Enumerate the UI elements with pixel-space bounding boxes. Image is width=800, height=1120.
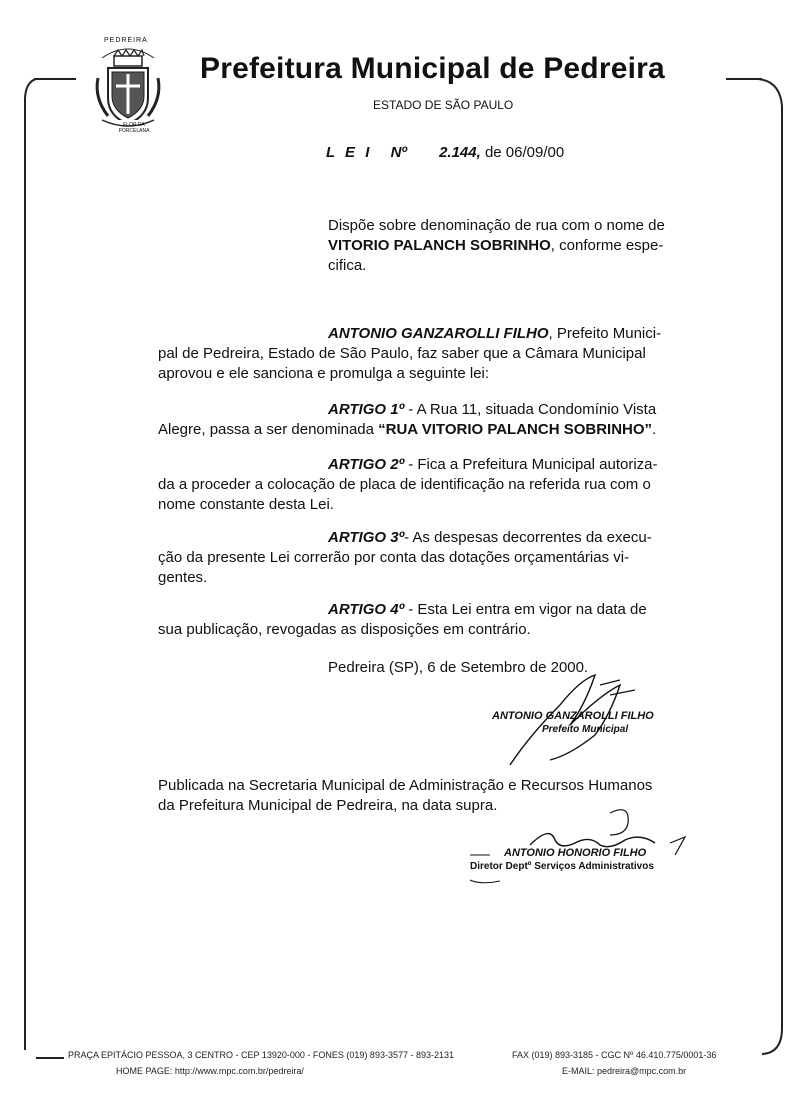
crest-bottom-text: FLOR DA PORCELANA	[118, 122, 150, 134]
page-title: Prefeitura Municipal de Pedreira	[200, 52, 665, 85]
preamble-line	[158, 324, 718, 344]
footer-email: E-MAIL: pedreira@mpc.com.br	[562, 1066, 687, 1076]
article-line	[158, 420, 718, 440]
preamble-line: pal de Pedreira, Estado de São Paulo, faz saber que a Câmara Municipal	[158, 345, 646, 362]
article-text: - Fica a Prefeitura Municipal autoriza-	[404, 456, 658, 473]
article-label: ARTIGO 1º	[328, 401, 405, 418]
frame-right-curve	[756, 78, 786, 1058]
mayor-name: ANTONIO GANZAROLLI FILHO	[328, 325, 549, 342]
article-text: .	[652, 421, 657, 438]
law-heading	[326, 144, 564, 161]
article-text: - Esta Lei entra em vigor na data de	[404, 601, 647, 618]
state-subtitle: ESTADO DE SÃO PAULO	[373, 98, 514, 112]
frame-left-rule	[24, 110, 26, 1050]
ementa-paragraph	[328, 216, 708, 276]
article-line: gentes.	[158, 569, 208, 586]
law-date: de 06/09/00	[484, 144, 565, 161]
ementa-line	[328, 236, 708, 256]
article-line: ção da presente Lei correrão por conta das dotações orçamentárias vi-	[158, 549, 630, 566]
director-signature-name: ANTONIO HONORIO FILHO	[504, 847, 647, 859]
place-date: Pedreira (SP), 6 de Setembro de 2000.	[328, 659, 589, 676]
footer-address: PRAÇA EPITÁCIO PESSOA, 3 CENTRO - CEP 13920-000 - FONES (019) 893-3577 - 893-2131	[68, 1050, 455, 1060]
num-label: Nº	[390, 144, 407, 161]
article-line	[158, 455, 718, 475]
article-line: nome constante desta Lei.	[158, 496, 334, 513]
lei-label: L E I	[326, 144, 373, 161]
ementa-line: Dispõe sobre denominação de rua com o nome de	[328, 217, 665, 234]
article-text: - As despesas decorrentes da execu-	[404, 529, 652, 546]
ementa-line: cifica.	[328, 257, 367, 274]
article-line	[158, 400, 718, 420]
preamble-text: , Prefeito Munici-	[548, 325, 662, 342]
director-signature-role: Diretor Deptº Serviços Administrativos	[470, 861, 654, 872]
crest-top-text: PEDREIRA	[104, 37, 148, 44]
article-3	[158, 528, 718, 588]
article-4	[158, 600, 718, 640]
article-1	[158, 400, 718, 440]
honoree-name: VITORIO PALANCH SOBRINHO	[328, 237, 551, 254]
article-2	[158, 455, 718, 515]
mayor-signature-name: ANTONIO GANZAROLLI FILHO	[492, 710, 654, 722]
preamble-line: aprovou e ele sanciona e promulga a seguinte lei:	[158, 365, 490, 382]
article-label: ARTIGO 3º	[328, 529, 405, 546]
preamble-paragraph	[158, 324, 718, 384]
footer-homepage: HOME PAGE: http://www.mpc.com.br/pedreira/	[116, 1066, 304, 1076]
article-line: sua publicação, revogadas as disposições em contrário.	[158, 621, 531, 638]
footer-fax: FAX (019) 893-3185 - CGC Nº 46.410.775/0001-36	[512, 1050, 717, 1060]
article-text: Alegre, passa a ser denominada	[158, 421, 379, 438]
street-name: “RUA VITORIO PALANCH SOBRINHO”	[378, 421, 653, 438]
frame-bottom-left-rule	[36, 1057, 64, 1059]
article-line	[158, 528, 718, 548]
article-line	[158, 600, 718, 620]
law-number: 2.144,	[439, 144, 481, 161]
publication-line: Publicada na Secretaria Municipal de Administração e Recursos Humanos	[158, 777, 653, 794]
article-line: da a proceder a colocação de placa de identificação na referida rua com o	[158, 476, 651, 493]
article-label: ARTIGO 2º	[328, 456, 405, 473]
publication-line: da Prefeitura Municipal de Pedreira, na data supra.	[158, 797, 498, 814]
article-label: ARTIGO 4º	[328, 601, 405, 618]
article-text: - A Rua 11, situada Condomínio Vista	[404, 401, 657, 418]
ementa-text: , conforme espe-	[550, 237, 664, 254]
mayor-signature-role: Prefeito Municipal	[542, 724, 629, 735]
